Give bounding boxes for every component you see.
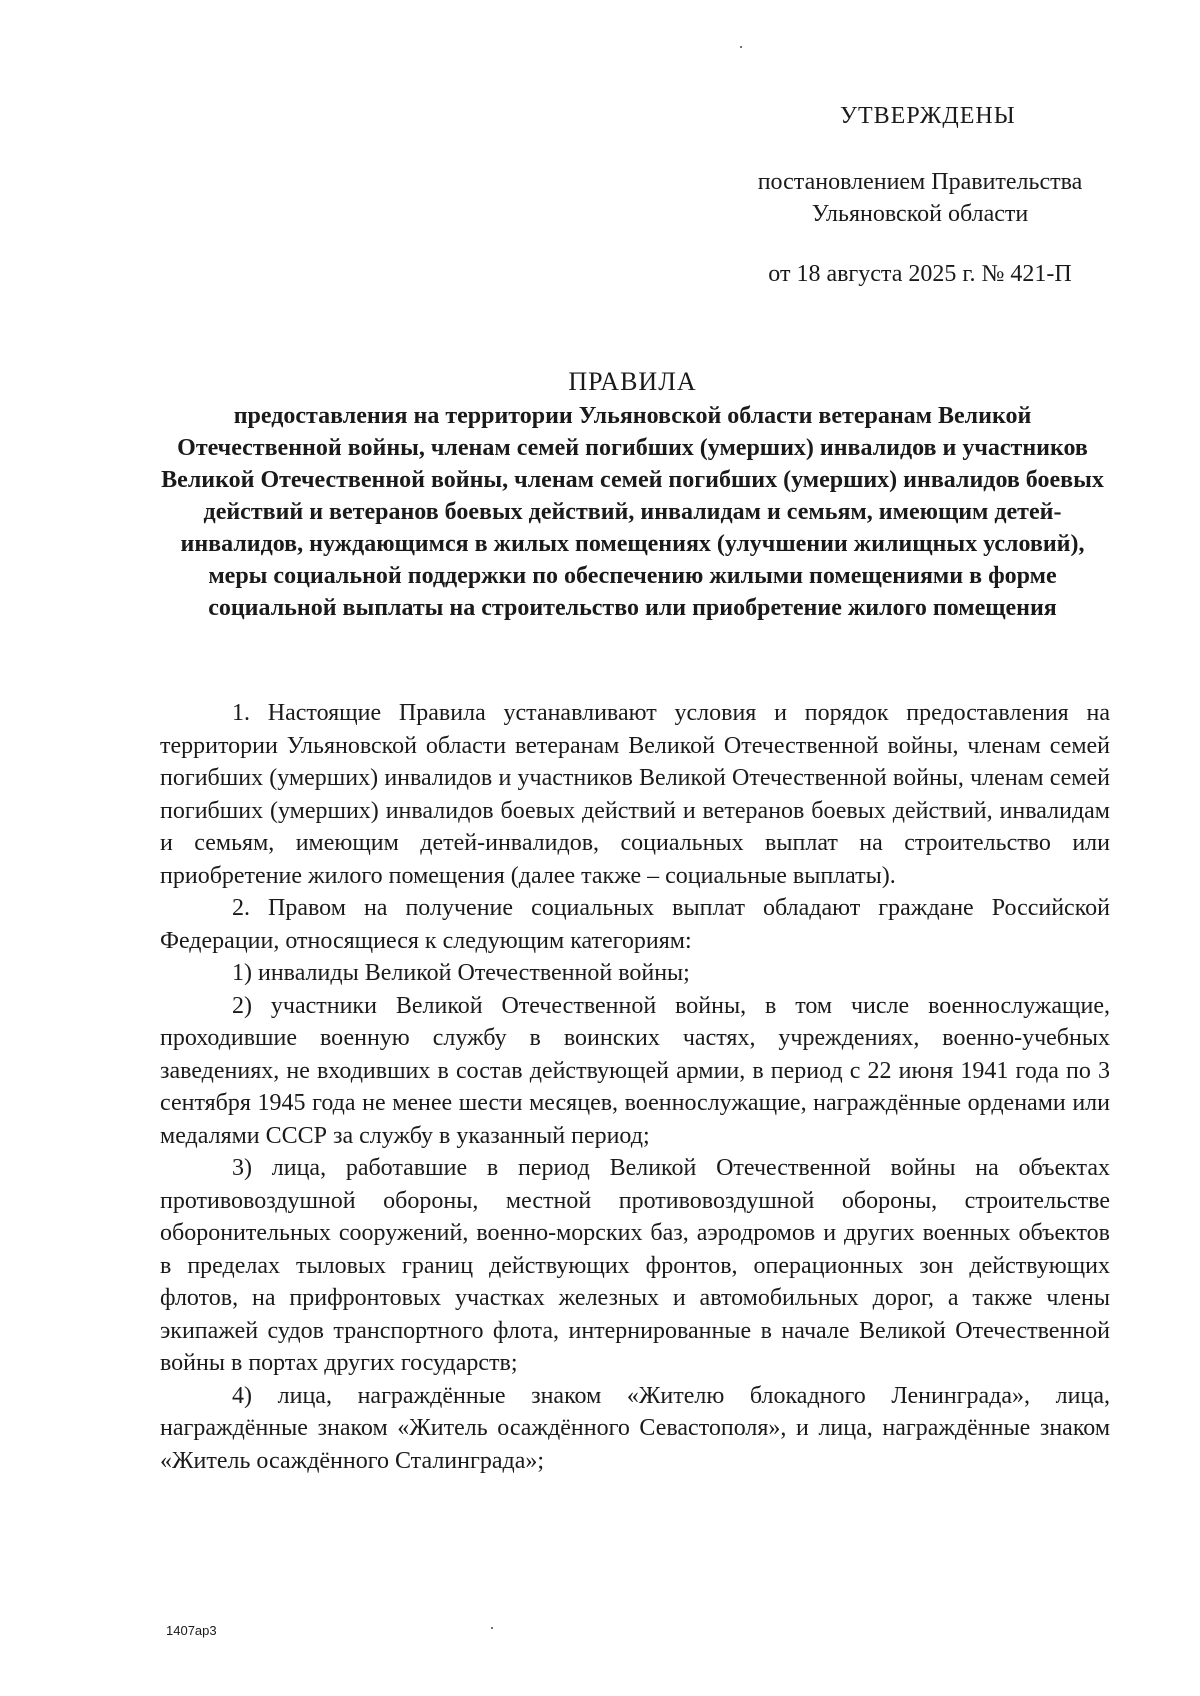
document-body bbox=[160, 697, 1110, 1477]
approval-block bbox=[710, 100, 1130, 290]
document-subtitle: предоставления на территории Ульяновской области ветеранам Великой Отечественной войны, членам семей погибших (умерших) инвалидов и участников Великой Отечественной войны, членам семей погибших (умерших) инвалидов боевых действий и ветеранов боевых действий, инвалидам и семьям, имеющим детей-инвалидов, нуждающимся в жилых помещениях (улучшении жилищных условий), меры социальной поддержки по обеспечению жилыми помещениями в форме социальной выплаты на строительство или приобретение жилого помещения bbox=[161, 403, 1104, 621]
list-item-3: 3) лица, работавшие в период Великой Отечественной войны на объектах противовоздушной обороны, местной противовоздушной обороны, строительстве оборонительных сооружений, военно-морских баз, аэродромов и других военных объектов в пределах тыловых границ действующих фронтов, операционных зон действующих флотов, на прифронтовых участках железных и автомобильных дорог, а также члены экипажей судов транспортного флота, интернированные в начале Великой Отечественной войны в портах других государств; bbox=[160, 1155, 1110, 1376]
approval-line-2: Ульяновской области bbox=[811, 201, 1029, 227]
document-title-block bbox=[150, 366, 1115, 624]
list-item-4: 4) лица, награждённые знаком «Жителю блокадного Ленинграда», лица, награждённые знаком «Житель осаждённого Севастополя», и лица, награждённые знаком «Житель осаждённого Сталинграда»; bbox=[160, 1382, 1110, 1474]
paragraph-2: 2. Правом на получение социальных выплат обладают граждане Российской Федерации, относящиеся к следующим категориям: bbox=[160, 895, 1110, 954]
approval-line-1: постановлением Правительства bbox=[757, 169, 1083, 195]
document-heading: ПРАВИЛА bbox=[568, 367, 697, 396]
paragraph-1: 1. Настоящие Правила устанавливают условия и порядок предоставления на территории Ульяновской области ветеранам Великой Отечественной войны, членам семей погибших (умерших) инвалидов и участников Великой Отечественной войны, членам семей погибших (умерших) инвалидов боевых действий и ветеранов боевых действий, инвалидам и семьям, имеющим детей-инвалидов, социальных выплат на строительство или приобретение жилого помещения (далее также – социальные выплаты). bbox=[160, 700, 1110, 889]
approval-title: УТВЕРЖДЕНЫ bbox=[840, 103, 1016, 129]
scan-speck bbox=[740, 46, 742, 48]
list-item-2: 2) участники Великой Отечественной войны, в том числе военнослужащие, проходившие военную службу в воинских частях, учреждениях, военно-учебных заведениях, не входивших в состав действующей армии, в период с 22 июня 1941 года по 3 сентября 1945 года не менее шести месяцев, военнослужащие, награждённые орденами или медалями СССР за службу в указанный период; bbox=[160, 992, 1110, 1149]
approval-date: от 18 августа 2025 г. № 421-П bbox=[768, 261, 1072, 287]
list-item-1: 1) инвалиды Великой Отечественной войны; bbox=[232, 960, 690, 986]
footer-document-code: 1407ар3 bbox=[166, 1623, 217, 1638]
scan-speck bbox=[491, 1627, 493, 1629]
